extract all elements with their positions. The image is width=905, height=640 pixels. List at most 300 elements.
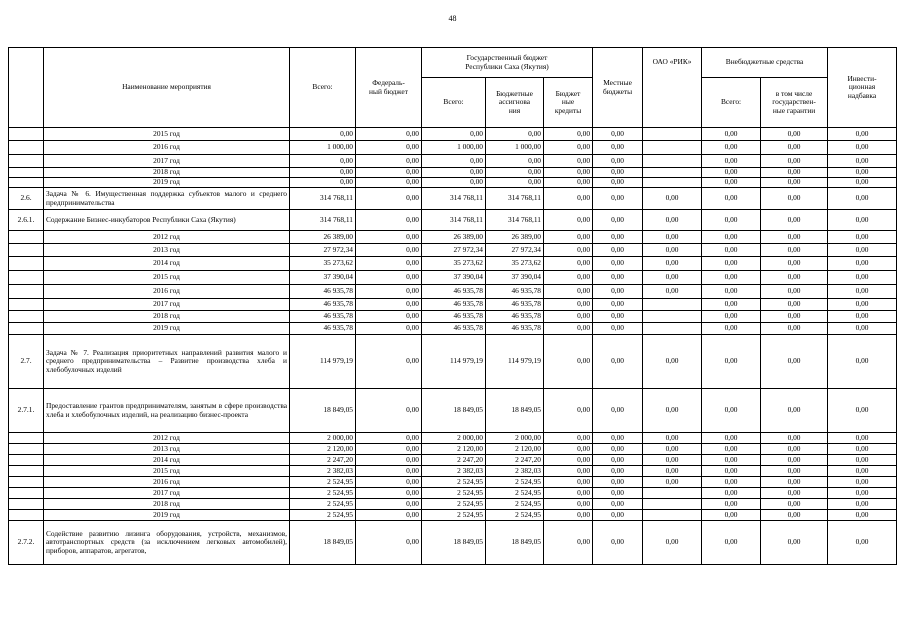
- cell-state-total: 18 849,05: [422, 389, 486, 433]
- cell-offbudget-guar: 0,00: [761, 210, 828, 231]
- cell-local: 0,00: [593, 311, 643, 323]
- cell-state-total: 0,00: [422, 168, 486, 178]
- cell-state-alloc: 27 972,34: [486, 244, 544, 257]
- row-name: 2019 год: [44, 178, 290, 188]
- cell-invest: 0,00: [828, 444, 897, 455]
- cell-state-total: 2 120,00: [422, 444, 486, 455]
- cell-rik: 0,00: [643, 444, 702, 455]
- cell-offbudget-guar: 0,00: [761, 231, 828, 244]
- row-code: [9, 499, 44, 510]
- cell-invest: 0,00: [828, 168, 897, 178]
- cell-state-alloc: 0,00: [486, 178, 544, 188]
- cell-state-alloc: 46 935,78: [486, 323, 544, 335]
- cell-offbudget-total: 0,00: [702, 244, 761, 257]
- cell-local: 0,00: [593, 188, 643, 210]
- cell-invest: 0,00: [828, 299, 897, 311]
- cell-total: 46 935,78: [290, 285, 356, 299]
- table-row: [9, 271, 897, 285]
- cell-total: 46 935,78: [290, 323, 356, 335]
- cell-state-credits: 0,00: [544, 389, 593, 433]
- cell-state-total: 2 524,95: [422, 510, 486, 521]
- cell-offbudget-guar: 0,00: [761, 477, 828, 488]
- row-code: [9, 168, 44, 178]
- cell-state-alloc: 2 247,20: [486, 455, 544, 466]
- cell-rik: [643, 178, 702, 188]
- cell-invest: 0,00: [828, 311, 897, 323]
- cell-federal: 0,00: [356, 231, 422, 244]
- table-body: [9, 128, 897, 565]
- cell-rik: [643, 141, 702, 155]
- cell-state-total: 46 935,78: [422, 285, 486, 299]
- cell-local: 0,00: [593, 128, 643, 141]
- cell-federal: 0,00: [356, 389, 422, 433]
- cell-federal: 0,00: [356, 168, 422, 178]
- cell-invest: 0,00: [828, 210, 897, 231]
- cell-invest: 0,00: [828, 477, 897, 488]
- row-name: 2017 год: [44, 488, 290, 499]
- cell-rik: 0,00: [643, 433, 702, 444]
- cell-federal: 0,00: [356, 257, 422, 271]
- cell-local: 0,00: [593, 299, 643, 311]
- table-row: [9, 389, 897, 433]
- cell-offbudget-total: 0,00: [702, 178, 761, 188]
- cell-state-alloc: 1 000,00: [486, 141, 544, 155]
- cell-rik: 0,00: [643, 257, 702, 271]
- cell-local: 0,00: [593, 155, 643, 168]
- cell-rik: 0,00: [643, 285, 702, 299]
- cell-offbudget-guar: 0,00: [761, 299, 828, 311]
- cell-federal: 0,00: [356, 433, 422, 444]
- row-name: Задача № 6. Имущественная поддержка субъектов малого и среднего предпринимательства: [44, 188, 290, 210]
- cell-local: 0,00: [593, 389, 643, 433]
- cell-rik: 0,00: [643, 271, 702, 285]
- cell-federal: 0,00: [356, 335, 422, 389]
- cell-state-alloc: 314 768,11: [486, 210, 544, 231]
- cell-state-total: 0,00: [422, 128, 486, 141]
- cell-rik: [643, 510, 702, 521]
- cell-state-credits: 0,00: [544, 141, 593, 155]
- table-row: [9, 299, 897, 311]
- cell-federal: 0,00: [356, 244, 422, 257]
- cell-invest: 0,00: [828, 323, 897, 335]
- cell-offbudget-guar: 0,00: [761, 466, 828, 477]
- cell-federal: 0,00: [356, 141, 422, 155]
- cell-state-alloc: 26 389,00: [486, 231, 544, 244]
- cell-state-credits: 0,00: [544, 323, 593, 335]
- cell-total: 46 935,78: [290, 299, 356, 311]
- cell-state-total: 0,00: [422, 178, 486, 188]
- cell-offbudget-total: 0,00: [702, 433, 761, 444]
- cell-rik: 0,00: [643, 210, 702, 231]
- cell-offbudget-total: 0,00: [702, 231, 761, 244]
- cell-rik: 0,00: [643, 335, 702, 389]
- row-name: 2012 год: [44, 433, 290, 444]
- table-row: [9, 477, 897, 488]
- cell-invest: 0,00: [828, 488, 897, 499]
- cell-invest: 0,00: [828, 178, 897, 188]
- cell-rik: [643, 155, 702, 168]
- cell-local: 0,00: [593, 323, 643, 335]
- cell-invest: 0,00: [828, 128, 897, 141]
- table-row: [9, 311, 897, 323]
- cell-rik: [643, 128, 702, 141]
- cell-offbudget-total: 0,00: [702, 335, 761, 389]
- row-code: [9, 285, 44, 299]
- header-offbudget-guarantees: в том числе государствен- ные гарантии: [761, 78, 828, 128]
- cell-offbudget-guar: 0,00: [761, 455, 828, 466]
- row-name: 2018 год: [44, 168, 290, 178]
- cell-state-alloc: 2 524,95: [486, 477, 544, 488]
- cell-offbudget-guar: 0,00: [761, 323, 828, 335]
- cell-invest: 0,00: [828, 389, 897, 433]
- cell-local: 0,00: [593, 168, 643, 178]
- cell-offbudget-total: 0,00: [702, 257, 761, 271]
- cell-federal: 0,00: [356, 455, 422, 466]
- cell-offbudget-guar: 0,00: [761, 155, 828, 168]
- row-code: [9, 466, 44, 477]
- table-row: [9, 244, 897, 257]
- cell-federal: 0,00: [356, 285, 422, 299]
- cell-state-credits: 0,00: [544, 271, 593, 285]
- row-code: [9, 271, 44, 285]
- cell-state-alloc: 0,00: [486, 128, 544, 141]
- row-code: [9, 510, 44, 521]
- header-state-alloc: Бюджетные ассигнова ния: [486, 78, 544, 128]
- cell-state-credits: 0,00: [544, 311, 593, 323]
- table-header: [9, 48, 897, 128]
- cell-offbudget-guar: 0,00: [761, 335, 828, 389]
- cell-state-total: 2 524,95: [422, 499, 486, 510]
- cell-state-credits: 0,00: [544, 477, 593, 488]
- cell-state-alloc: 0,00: [486, 155, 544, 168]
- cell-offbudget-total: 0,00: [702, 510, 761, 521]
- row-name: 2012 год: [44, 231, 290, 244]
- row-name: Содержание Бизнес-инкубаторов Республики Саха (Якутия): [44, 210, 290, 231]
- cell-invest: 0,00: [828, 510, 897, 521]
- table-row: [9, 444, 897, 455]
- cell-state-credits: 0,00: [544, 466, 593, 477]
- cell-local: 0,00: [593, 444, 643, 455]
- cell-total: 0,00: [290, 178, 356, 188]
- table-row: [9, 323, 897, 335]
- cell-state-total: 1 000,00: [422, 141, 486, 155]
- row-name: 2017 год: [44, 155, 290, 168]
- cell-rik: 0,00: [643, 477, 702, 488]
- row-code: [9, 488, 44, 499]
- cell-invest: 0,00: [828, 231, 897, 244]
- cell-offbudget-total: 0,00: [702, 521, 761, 565]
- cell-local: 0,00: [593, 433, 643, 444]
- cell-state-total: 46 935,78: [422, 323, 486, 335]
- cell-local: 0,00: [593, 285, 643, 299]
- row-code: [9, 299, 44, 311]
- row-code: 2.6.1.: [9, 210, 44, 231]
- cell-state-alloc: 46 935,78: [486, 285, 544, 299]
- cell-rik: 0,00: [643, 244, 702, 257]
- row-code: [9, 433, 44, 444]
- table-row: [9, 155, 897, 168]
- cell-invest: 0,00: [828, 188, 897, 210]
- cell-federal: 0,00: [356, 477, 422, 488]
- cell-state-credits: 0,00: [544, 335, 593, 389]
- cell-state-alloc: 18 849,05: [486, 521, 544, 565]
- cell-state-credits: 0,00: [544, 168, 593, 178]
- header-offbudget-total: Всего:: [702, 78, 761, 128]
- row-name: 2018 год: [44, 311, 290, 323]
- cell-federal: 0,00: [356, 510, 422, 521]
- cell-state-credits: 0,00: [544, 231, 593, 244]
- cell-state-alloc: 46 935,78: [486, 311, 544, 323]
- cell-state-credits: 0,00: [544, 521, 593, 565]
- cell-local: 0,00: [593, 466, 643, 477]
- cell-state-total: 2 524,95: [422, 488, 486, 499]
- cell-federal: 0,00: [356, 499, 422, 510]
- cell-offbudget-total: 0,00: [702, 271, 761, 285]
- row-name: 2019 год: [44, 323, 290, 335]
- cell-state-total: 18 849,05: [422, 521, 486, 565]
- cell-state-credits: 0,00: [544, 510, 593, 521]
- cell-invest: 0,00: [828, 285, 897, 299]
- cell-state-credits: 0,00: [544, 455, 593, 466]
- cell-state-total: 46 935,78: [422, 311, 486, 323]
- cell-federal: 0,00: [356, 466, 422, 477]
- cell-local: 0,00: [593, 521, 643, 565]
- cell-local: 0,00: [593, 244, 643, 257]
- cell-total: 2 382,03: [290, 466, 356, 477]
- row-code: [9, 323, 44, 335]
- cell-rik: 0,00: [643, 389, 702, 433]
- cell-total: 2 524,95: [290, 499, 356, 510]
- cell-offbudget-total: 0,00: [702, 488, 761, 499]
- cell-total: 0,00: [290, 155, 356, 168]
- cell-state-total: 2 000,00: [422, 433, 486, 444]
- table-row: [9, 178, 897, 188]
- header-name: Наименование мероприятия: [44, 48, 290, 128]
- row-name: 2018 год: [44, 499, 290, 510]
- cell-offbudget-total: 0,00: [702, 155, 761, 168]
- cell-total: 27 972,34: [290, 244, 356, 257]
- table-row: [9, 488, 897, 499]
- row-name: 2013 год: [44, 444, 290, 455]
- cell-state-total: 37 390,04: [422, 271, 486, 285]
- cell-offbudget-total: 0,00: [702, 188, 761, 210]
- cell-state-total: 2 524,95: [422, 477, 486, 488]
- cell-local: 0,00: [593, 499, 643, 510]
- row-code: 2.7.2.: [9, 521, 44, 565]
- cell-offbudget-guar: 0,00: [761, 271, 828, 285]
- cell-state-credits: 0,00: [544, 488, 593, 499]
- cell-total: 1 000,00: [290, 141, 356, 155]
- table-row: [9, 433, 897, 444]
- row-code: [9, 311, 44, 323]
- cell-federal: 0,00: [356, 444, 422, 455]
- cell-federal: 0,00: [356, 155, 422, 168]
- row-name: Предоставление грантов предпринимателям, занятым в сфере производства хлеба и хлебобулочных изделий, на реализацию бизнес-проекта: [44, 389, 290, 433]
- table-row: [9, 257, 897, 271]
- cell-state-credits: 0,00: [544, 499, 593, 510]
- cell-local: 0,00: [593, 488, 643, 499]
- cell-invest: 0,00: [828, 433, 897, 444]
- row-name: 2016 год: [44, 285, 290, 299]
- row-name: 2013 год: [44, 244, 290, 257]
- cell-state-total: 314 768,11: [422, 210, 486, 231]
- cell-state-alloc: 2 524,95: [486, 510, 544, 521]
- row-code: [9, 178, 44, 188]
- cell-local: 0,00: [593, 141, 643, 155]
- cell-total: 2 524,95: [290, 477, 356, 488]
- header-offbudget: Внебюджетные средства: [702, 48, 828, 78]
- table-row: [9, 335, 897, 389]
- cell-total: 314 768,11: [290, 210, 356, 231]
- table-row: [9, 510, 897, 521]
- cell-total: 18 849,05: [290, 389, 356, 433]
- cell-offbudget-guar: 0,00: [761, 128, 828, 141]
- cell-invest: 0,00: [828, 466, 897, 477]
- row-name: Задача № 7. Реализация приоритетных направлений развития малого и среднего предпринимательства – Развитие производства хлеба и хлебобулочных изделий: [44, 335, 290, 389]
- cell-state-credits: 0,00: [544, 188, 593, 210]
- cell-local: 0,00: [593, 178, 643, 188]
- table-row: [9, 141, 897, 155]
- cell-invest: 0,00: [828, 155, 897, 168]
- cell-federal: 0,00: [356, 271, 422, 285]
- table-row: [9, 285, 897, 299]
- cell-invest: 0,00: [828, 499, 897, 510]
- row-code: [9, 244, 44, 257]
- header-federal: Федераль- ный бюджет: [356, 48, 422, 128]
- cell-federal: 0,00: [356, 210, 422, 231]
- table-row: [9, 455, 897, 466]
- cell-offbudget-guar: 0,00: [761, 168, 828, 178]
- row-name: 2014 год: [44, 455, 290, 466]
- cell-federal: 0,00: [356, 128, 422, 141]
- cell-state-credits: 0,00: [544, 444, 593, 455]
- page-number: 48: [448, 14, 457, 23]
- row-name: 2016 год: [44, 477, 290, 488]
- table-row: [9, 521, 897, 565]
- cell-state-alloc: 2 000,00: [486, 433, 544, 444]
- cell-rik: [643, 323, 702, 335]
- row-name: 2016 год: [44, 141, 290, 155]
- cell-total: 2 000,00: [290, 433, 356, 444]
- row-code: [9, 141, 44, 155]
- row-name: 2019 год: [44, 510, 290, 521]
- row-name: 2014 год: [44, 257, 290, 271]
- header-code: [9, 48, 44, 128]
- cell-offbudget-total: 0,00: [702, 210, 761, 231]
- cell-total: 2 524,95: [290, 510, 356, 521]
- cell-state-alloc: 2 524,95: [486, 488, 544, 499]
- row-code: 2.7.1.: [9, 389, 44, 433]
- cell-offbudget-guar: 0,00: [761, 141, 828, 155]
- cell-total: 18 849,05: [290, 521, 356, 565]
- row-code: [9, 128, 44, 141]
- row-code: 2.6.: [9, 188, 44, 210]
- cell-offbudget-guar: 0,00: [761, 510, 828, 521]
- cell-offbudget-total: 0,00: [702, 141, 761, 155]
- cell-offbudget-guar: 0,00: [761, 311, 828, 323]
- cell-local: 0,00: [593, 231, 643, 244]
- cell-state-alloc: 35 273,62: [486, 257, 544, 271]
- cell-state-credits: 0,00: [544, 128, 593, 141]
- cell-state-alloc: 18 849,05: [486, 389, 544, 433]
- cell-total: 0,00: [290, 168, 356, 178]
- table-row: [9, 210, 897, 231]
- row-name: 2015 год: [44, 271, 290, 285]
- cell-local: 0,00: [593, 510, 643, 521]
- row-code: 2.7.: [9, 335, 44, 389]
- cell-local: 0,00: [593, 257, 643, 271]
- cell-total: 35 273,62: [290, 257, 356, 271]
- cell-offbudget-total: 0,00: [702, 168, 761, 178]
- cell-state-total: 27 972,34: [422, 244, 486, 257]
- cell-offbudget-total: 0,00: [702, 389, 761, 433]
- cell-rik: [643, 488, 702, 499]
- cell-offbudget-total: 0,00: [702, 466, 761, 477]
- cell-offbudget-total: 0,00: [702, 299, 761, 311]
- cell-state-alloc: 37 390,04: [486, 271, 544, 285]
- table-row: [9, 231, 897, 244]
- cell-state-total: 114 979,19: [422, 335, 486, 389]
- cell-local: 0,00: [593, 210, 643, 231]
- cell-offbudget-guar: 0,00: [761, 285, 828, 299]
- cell-offbudget-total: 0,00: [702, 477, 761, 488]
- cell-offbudget-guar: 0,00: [761, 433, 828, 444]
- cell-offbudget-total: 0,00: [702, 323, 761, 335]
- cell-federal: 0,00: [356, 188, 422, 210]
- cell-rik: 0,00: [643, 466, 702, 477]
- cell-total: 46 935,78: [290, 311, 356, 323]
- header-rik: ОАО «РИК»: [643, 48, 702, 128]
- cell-state-credits: 0,00: [544, 178, 593, 188]
- cell-offbudget-total: 0,00: [702, 499, 761, 510]
- cell-offbudget-total: 0,00: [702, 455, 761, 466]
- table-row: [9, 466, 897, 477]
- cell-state-total: 0,00: [422, 155, 486, 168]
- cell-state-credits: 0,00: [544, 155, 593, 168]
- cell-local: 0,00: [593, 455, 643, 466]
- row-name: 2015 год: [44, 466, 290, 477]
- cell-state-total: 35 273,62: [422, 257, 486, 271]
- row-code: [9, 257, 44, 271]
- cell-total: 2 247,20: [290, 455, 356, 466]
- cell-invest: 0,00: [828, 271, 897, 285]
- cell-state-alloc: 46 935,78: [486, 299, 544, 311]
- cell-rik: [643, 499, 702, 510]
- cell-offbudget-guar: 0,00: [761, 488, 828, 499]
- cell-rik: 0,00: [643, 455, 702, 466]
- cell-federal: 0,00: [356, 323, 422, 335]
- cell-rik: 0,00: [643, 188, 702, 210]
- cell-federal: 0,00: [356, 178, 422, 188]
- cell-total: 0,00: [290, 128, 356, 141]
- cell-state-total: 46 935,78: [422, 299, 486, 311]
- budget-table: [8, 47, 897, 565]
- cell-state-alloc: 114 979,19: [486, 335, 544, 389]
- cell-state-credits: 0,00: [544, 299, 593, 311]
- cell-local: 0,00: [593, 477, 643, 488]
- cell-rik: [643, 168, 702, 178]
- cell-state-credits: 0,00: [544, 244, 593, 257]
- cell-state-alloc: 0,00: [486, 168, 544, 178]
- row-code: [9, 477, 44, 488]
- cell-total: 2 120,00: [290, 444, 356, 455]
- cell-offbudget-total: 0,00: [702, 285, 761, 299]
- cell-rik: 0,00: [643, 231, 702, 244]
- cell-offbudget-guar: 0,00: [761, 499, 828, 510]
- cell-offbudget-guar: 0,00: [761, 178, 828, 188]
- cell-state-credits: 0,00: [544, 210, 593, 231]
- cell-state-credits: 0,00: [544, 257, 593, 271]
